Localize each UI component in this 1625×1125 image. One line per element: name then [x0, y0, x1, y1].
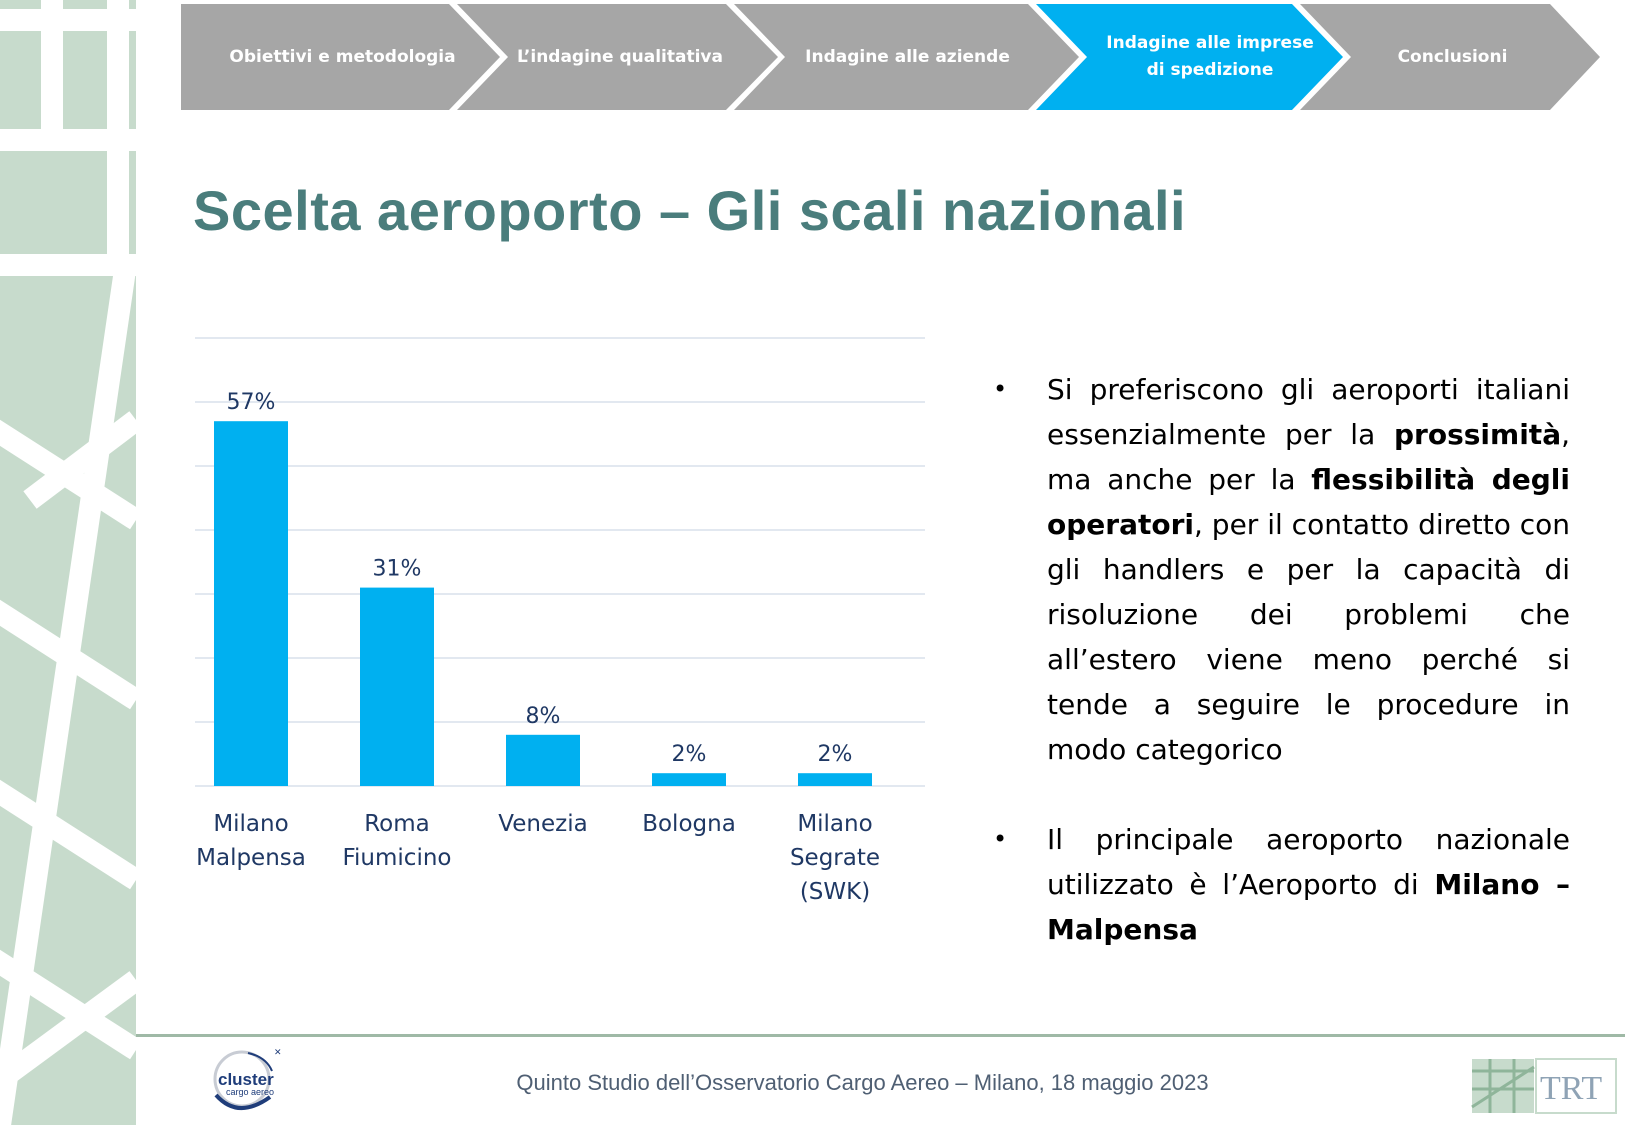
category-label: (SWK)	[799, 879, 871, 905]
bullet-bold-text: flessibilità degli operatori	[1047, 463, 1570, 541]
bullet-item	[990, 367, 1570, 772]
bullet-item	[990, 817, 1570, 952]
bullet-dot: •	[993, 375, 1008, 403]
bar	[652, 773, 726, 786]
decorative-map-pattern	[0, 0, 136, 1125]
nav-step-forwarders[interactable]	[1085, 4, 1335, 110]
bullet-text: , per il contatto diretto con gli handlers e per la capacità di risoluzione dei problemi che all’estero viene meno perché si tende a seguire le procedure in modo categorico	[1047, 508, 1571, 766]
bullet-text: Si preferiscono gli aeroporti italiani essenzialmente per la	[1047, 373, 1570, 451]
cluster-logo-text: cluster	[218, 1070, 274, 1089]
bar	[360, 588, 434, 786]
nav-step-objectives[interactable]	[205, 4, 480, 110]
data-label: 2%	[817, 742, 853, 768]
nav-step-companies[interactable]	[780, 4, 1035, 110]
nav-step-label-line2: di spedizione	[1146, 60, 1274, 80]
nav-step-label: Conclusioni	[1397, 46, 1508, 67]
nav-step-label: L’indagine qualitativa	[516, 46, 723, 67]
nav-step-qualitative[interactable]	[500, 4, 740, 110]
data-label: 57%	[226, 390, 276, 416]
category-label: Segrate	[789, 845, 881, 871]
category-label: Malpensa	[196, 845, 306, 871]
trt-logo	[1470, 1057, 1618, 1115]
bullet-dot: •	[993, 825, 1008, 853]
nav-step-label-line1: Indagine alle imprese	[1106, 33, 1314, 53]
bar-chart	[195, 330, 970, 950]
trt-logo-text: TRT	[1540, 1070, 1603, 1107]
data-label: 31%	[372, 556, 422, 582]
page-title: Scelta aeroporto – Gli scali nazionali	[193, 179, 1187, 242]
data-label: 2%	[671, 742, 707, 768]
category-label: Milano	[797, 811, 873, 837]
nav-step-label: Obiettivi e metodologia	[229, 46, 456, 67]
bar	[506, 735, 580, 786]
category-label: Venezia	[498, 811, 588, 837]
data-label: 8%	[525, 703, 561, 729]
bullet-bold-text: prossimità	[1394, 418, 1562, 451]
bar	[798, 773, 872, 786]
nav-step-conclusions[interactable]	[1355, 4, 1550, 110]
cluster-logo-subtext: cargo aereo	[226, 1087, 275, 1097]
nav-step-label: Indagine alle aziende	[805, 46, 1010, 67]
category-label: Milano	[213, 811, 289, 837]
bullet-bold-text: Milano – Malpensa	[1047, 868, 1570, 946]
bullet-text: , ma anche per la	[1047, 418, 1570, 496]
bar	[214, 421, 288, 786]
footer-divider	[136, 1034, 1625, 1037]
bullet-list	[990, 367, 1570, 997]
category-label: Fiumicino	[342, 845, 452, 871]
bullet-text: Il principale aeroporto nazionale utilizzato è l’Aeroporto di	[1047, 823, 1570, 901]
footer-text: Quinto Studio dell’Osservatorio Cargo Aereo – Milano, 18 maggio 2023	[516, 1070, 1209, 1095]
category-label: Bologna	[642, 811, 736, 837]
svg-text:✕: ✕	[274, 1048, 282, 1058]
category-label: Roma	[364, 811, 430, 837]
